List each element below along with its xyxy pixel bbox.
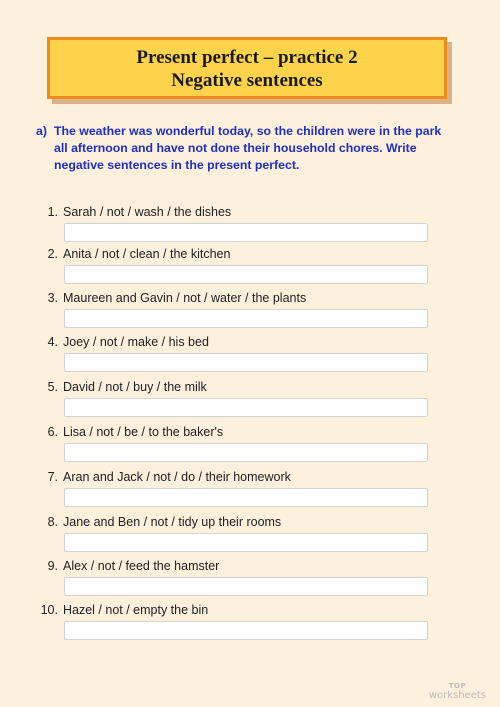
item-number: 1.: [47, 205, 58, 219]
item-number: 4.: [47, 335, 58, 349]
instruction-letter: a): [36, 124, 47, 138]
item-number: 9.: [47, 559, 58, 573]
item-prompt: Jane and Ben / not / tidy up their rooms: [63, 515, 282, 529]
instruction-text: The weather was wonderful today, so the children were in the park all afternoon and have not done their household chores. Write negative sentences in the present perfect.: [54, 124, 442, 172]
page-title: Present perfect – practice 2: [136, 47, 358, 68]
item-number: 3.: [47, 291, 58, 305]
logo-top-text: TOP: [448, 682, 467, 690]
item-prompt: Anita / not / clean / the kitchen: [63, 247, 231, 261]
answer-input-4[interactable]: [64, 353, 428, 372]
answer-input-7[interactable]: [64, 488, 428, 507]
instruction: [36, 123, 456, 174]
item-number: 7.: [47, 470, 58, 484]
item-prompt: David / not / buy / the milk: [63, 380, 207, 394]
item-prompt: Lisa / not / be / to the baker's: [63, 425, 224, 439]
item-number: 2.: [47, 247, 58, 261]
item-number: 6.: [47, 425, 58, 439]
title-box: [47, 37, 447, 99]
item-number: 8.: [47, 515, 58, 529]
answer-input-9[interactable]: [64, 577, 428, 596]
answer-input-2[interactable]: [64, 265, 428, 284]
item-prompt: Joey / not / make / his bed: [63, 335, 209, 349]
answer-input-5[interactable]: [64, 398, 428, 417]
logo-bottom-text: worksheets: [428, 690, 486, 701]
item-number: 10.: [40, 603, 58, 617]
item-prompt: Maureen and Gavin / not / water / the plants: [63, 291, 307, 305]
page-subtitle: Negative sentences: [171, 70, 323, 91]
item-prompt: Aran and Jack / not / do / their homework: [63, 470, 291, 484]
item-prompt: Alex / not / feed the hamster: [63, 559, 220, 573]
item-prompt: Sarah / not / wash / the dishes: [63, 205, 232, 219]
topworksheets-logo: [429, 682, 486, 701]
answer-input-6[interactable]: [64, 443, 428, 462]
answer-input-8[interactable]: [64, 533, 428, 552]
item-number: 5.: [47, 380, 58, 394]
item-prompt: Hazel / not / empty the bin: [63, 603, 209, 617]
answer-input-1[interactable]: [64, 223, 428, 242]
answer-input-10[interactable]: [64, 621, 428, 640]
answer-input-3[interactable]: [64, 309, 428, 328]
